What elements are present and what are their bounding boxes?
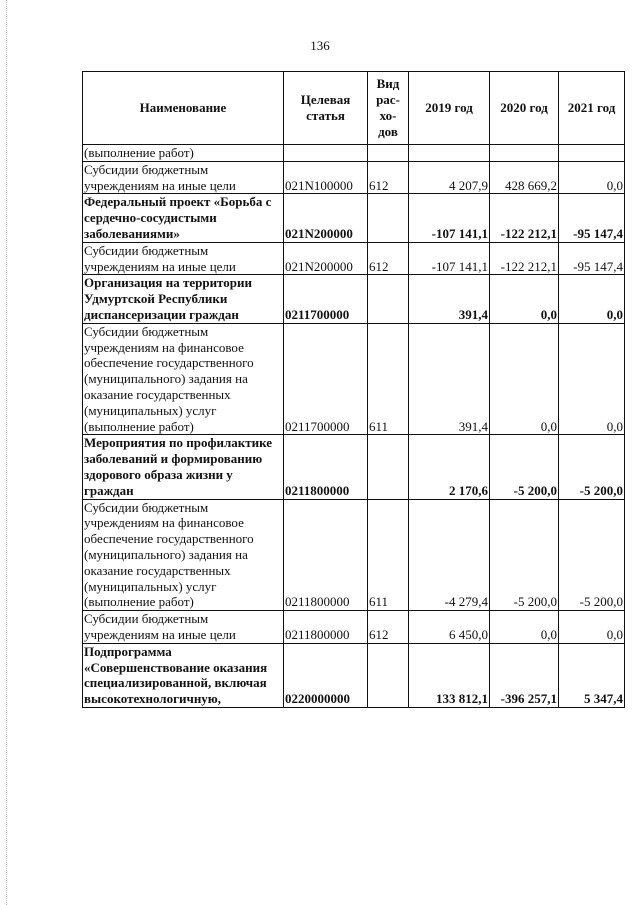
row-type: 612: [368, 242, 409, 275]
row-2019: -4 279,4: [409, 499, 490, 611]
row-2020: -122 212,1: [490, 194, 559, 242]
row-2019: 6 450,0: [409, 611, 490, 644]
row-type: 612: [368, 611, 409, 644]
table-row: [83, 242, 625, 275]
table-row: [83, 194, 625, 242]
row-code: 0211800000: [284, 611, 368, 644]
row-2021: -95 147,4: [559, 242, 625, 275]
header-2021: 2021 год: [559, 72, 625, 145]
header-target-article: Целевая статья: [284, 72, 368, 145]
row-2019: 2 170,6: [409, 435, 490, 499]
row-2021: -5 200,0: [559, 435, 625, 499]
row-code: 0211700000: [284, 323, 368, 435]
table-row: [83, 499, 625, 611]
row-2021: 0,0: [559, 611, 625, 644]
row-2021: -95 147,4: [559, 194, 625, 242]
row-2020: 428 669,2: [490, 161, 559, 194]
row-2020: -396 257,1: [490, 643, 559, 707]
header-2020: 2020 год: [490, 72, 559, 145]
row-2020: -5 200,0: [490, 499, 559, 611]
row-name: (выполнение работ): [83, 145, 284, 162]
row-code: 0211700000: [284, 275, 368, 323]
row-type: [368, 435, 409, 499]
row-2020: 0,0: [490, 275, 559, 323]
row-2019: [409, 145, 490, 162]
row-type: [368, 145, 409, 162]
table-row: [83, 643, 625, 707]
row-2020: 0,0: [490, 323, 559, 435]
row-code: 0211800000: [284, 499, 368, 611]
row-code: 0211800000: [284, 435, 368, 499]
row-2021: 0,0: [559, 161, 625, 194]
row-name: Организация на территории Удмуртской Республики диспансеризации граждан: [83, 275, 284, 323]
row-type: [368, 275, 409, 323]
row-2019: 4 207,9: [409, 161, 490, 194]
row-2020: -5 200,0: [490, 435, 559, 499]
row-name: Подпрограмма «Совершенствование оказания специализированной, включая высокотехнологичную,: [83, 643, 284, 707]
row-code: 021N200000: [284, 194, 368, 242]
row-2020: 0,0: [490, 611, 559, 644]
row-type: [368, 643, 409, 707]
page-number: 136: [310, 38, 330, 53]
header-2019: 2019 год: [409, 72, 490, 145]
row-2019: 133 812,1: [409, 643, 490, 707]
table-row: [83, 275, 625, 323]
row-2019: -107 141,1: [409, 194, 490, 242]
row-2021: 5 347,4: [559, 643, 625, 707]
table-row: [83, 161, 625, 194]
table-row: [83, 145, 625, 162]
budget-table: [82, 71, 625, 708]
row-2019: -107 141,1: [409, 242, 490, 275]
row-2020: [490, 145, 559, 162]
row-name: Субсидии бюджетным учреждениям на иные цели: [83, 242, 284, 275]
row-2021: -5 200,0: [559, 499, 625, 611]
row-code: 021N200000: [284, 242, 368, 275]
row-code: 021N100000: [284, 161, 368, 194]
row-name: Субсидии бюджетным учреждениям на финансовое обеспечение государственного (муниципального) задания на оказание государственных (муниципальных) услуг (выполнение работ): [83, 499, 284, 611]
row-type: 611: [368, 499, 409, 611]
table-header-row: [83, 72, 625, 145]
row-2021: [559, 145, 625, 162]
row-name: Субсидии бюджетным учреждениям на финансовое обеспечение государственного (муниципального) задания на оказание государственных (муниципальных) услуг (выполнение работ): [83, 323, 284, 435]
table-row: [83, 435, 625, 499]
row-name: Мероприятия по профилактике заболеваний и формированию здорового образа жизни у граждан: [83, 435, 284, 499]
row-type: 612: [368, 161, 409, 194]
row-2021: 0,0: [559, 323, 625, 435]
row-2019: 391,4: [409, 323, 490, 435]
header-expense-type: Вид рас- хо- дов: [368, 72, 409, 145]
row-type: [368, 194, 409, 242]
row-name: Субсидии бюджетным учреждениям на иные цели: [83, 611, 284, 644]
row-type: 611: [368, 323, 409, 435]
row-2021: 0,0: [559, 275, 625, 323]
scan-edge-dots: [6, 0, 7, 905]
row-name: Субсидии бюджетным учреждениям на иные цели: [83, 161, 284, 194]
row-code: 0220000000: [284, 643, 368, 707]
row-2019: 391,4: [409, 275, 490, 323]
row-2020: -122 212,1: [490, 242, 559, 275]
row-name: Федеральный проект «Борьба с сердечно-сосудистыми заболеваниями»: [83, 194, 284, 242]
row-code: [284, 145, 368, 162]
table-row: [83, 323, 625, 435]
header-name: Наименование: [83, 72, 284, 145]
table-row: [83, 611, 625, 644]
